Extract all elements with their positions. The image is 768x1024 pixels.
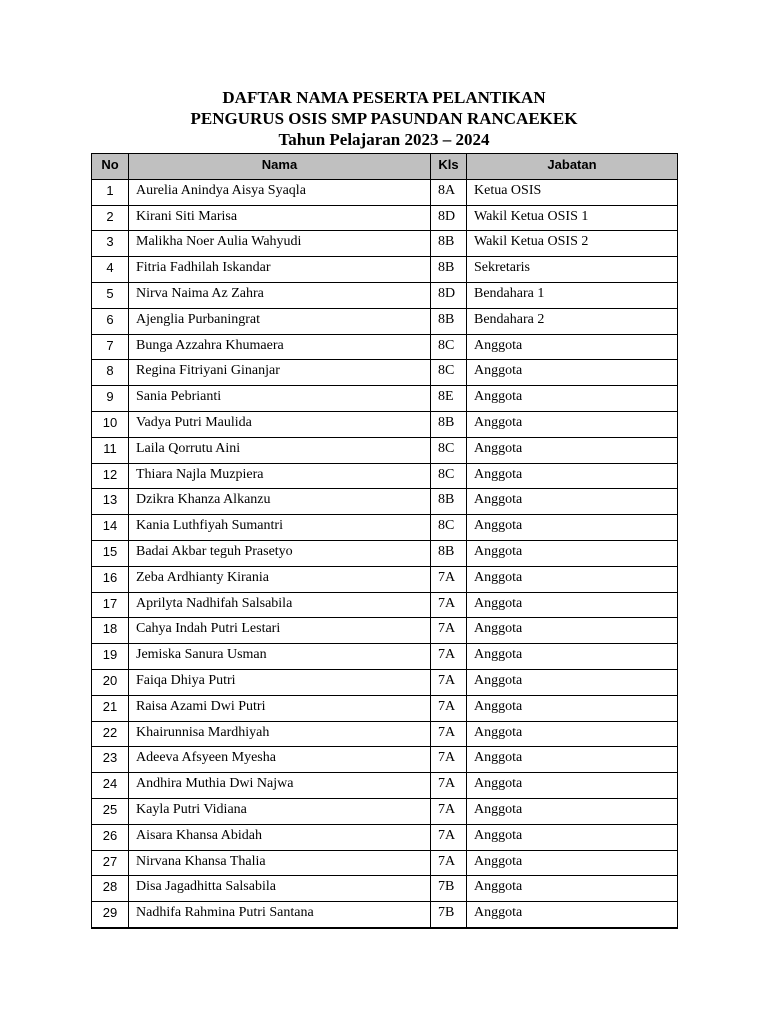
cell-kls: 8B — [431, 489, 467, 515]
cell-nama: Ajenglia Purbaningrat — [129, 308, 431, 334]
table-row — [92, 721, 678, 747]
table-row — [92, 231, 678, 257]
cell-nama: Nadhifa Rahmina Putri Santana — [129, 902, 431, 928]
table-row — [92, 437, 678, 463]
document-title — [0, 87, 768, 150]
cell-kls: 8C — [431, 360, 467, 386]
cell-no: 6 — [92, 308, 129, 334]
table-row — [92, 282, 678, 308]
cell-jabatan: Anggota — [467, 644, 678, 670]
cell-no: 26 — [92, 824, 129, 850]
cell-no: 14 — [92, 515, 129, 541]
table-row — [92, 334, 678, 360]
table-row — [92, 644, 678, 670]
table-row — [92, 308, 678, 334]
cell-jabatan: Anggota — [467, 798, 678, 824]
cell-no: 15 — [92, 540, 129, 566]
header-jabatan: Jabatan — [467, 154, 678, 180]
cell-nama: Aisara Khansa Abidah — [129, 824, 431, 850]
cell-nama: Kirani Siti Marisa — [129, 205, 431, 231]
table-row — [92, 773, 678, 799]
cell-nama: Kayla Putri Vidiana — [129, 798, 431, 824]
cell-kls: 7A — [431, 747, 467, 773]
table-row — [92, 669, 678, 695]
cell-kls: 7A — [431, 773, 467, 799]
cell-kls: 7A — [431, 669, 467, 695]
cell-no: 9 — [92, 386, 129, 412]
title-line-3: Tahun Pelajaran 2023 – 2024 — [278, 130, 490, 149]
cell-kls: 8D — [431, 205, 467, 231]
table-body — [92, 179, 678, 928]
table-row — [92, 695, 678, 721]
header-nama: Nama — [129, 154, 431, 180]
cell-kls: 8D — [431, 282, 467, 308]
cell-jabatan: Anggota — [467, 850, 678, 876]
cell-kls: 8B — [431, 411, 467, 437]
cell-jabatan: Sekretaris — [467, 257, 678, 283]
cell-kls: 7A — [431, 850, 467, 876]
cell-kls: 7A — [431, 798, 467, 824]
cell-jabatan: Bendahara 2 — [467, 308, 678, 334]
table-row — [92, 850, 678, 876]
cell-nama: Fitria Fadhilah Iskandar — [129, 257, 431, 283]
cell-kls: 7A — [431, 592, 467, 618]
cell-no: 23 — [92, 747, 129, 773]
cell-nama: Bunga Azzahra Khumaera — [129, 334, 431, 360]
cell-jabatan: Anggota — [467, 463, 678, 489]
cell-kls: 8B — [431, 308, 467, 334]
cell-kls: 7A — [431, 566, 467, 592]
cell-jabatan: Anggota — [467, 902, 678, 928]
cell-no: 1 — [92, 179, 129, 205]
cell-nama: Regina Fitriyani Ginanjar — [129, 360, 431, 386]
cell-jabatan: Bendahara 1 — [467, 282, 678, 308]
cell-kls: 7B — [431, 876, 467, 902]
table-row — [92, 411, 678, 437]
cell-nama: Dzikra Khanza Alkanzu — [129, 489, 431, 515]
cell-jabatan: Anggota — [467, 876, 678, 902]
cell-jabatan: Anggota — [467, 747, 678, 773]
cell-jabatan: Anggota — [467, 360, 678, 386]
table-row — [92, 205, 678, 231]
cell-nama: Kania Luthfiyah Sumantri — [129, 515, 431, 541]
cell-nama: Badai Akbar teguh Prasetyo — [129, 540, 431, 566]
cell-nama: Nirvana Khansa Thalia — [129, 850, 431, 876]
cell-nama: Disa Jagadhitta Salsabila — [129, 876, 431, 902]
cell-kls: 8C — [431, 515, 467, 541]
cell-jabatan: Anggota — [467, 566, 678, 592]
cell-kls: 8C — [431, 334, 467, 360]
cell-jabatan: Anggota — [467, 386, 678, 412]
cell-jabatan: Anggota — [467, 437, 678, 463]
cell-kls: 8C — [431, 463, 467, 489]
table-row — [92, 515, 678, 541]
cell-no: 5 — [92, 282, 129, 308]
participant-table — [91, 153, 678, 929]
cell-no: 25 — [92, 798, 129, 824]
cell-kls: 8B — [431, 540, 467, 566]
cell-jabatan: Anggota — [467, 618, 678, 644]
table-row — [92, 360, 678, 386]
cell-nama: Adeeva Afsyeen Myesha — [129, 747, 431, 773]
table-row — [92, 179, 678, 205]
cell-nama: Nirva Naima Az Zahra — [129, 282, 431, 308]
cell-no: 29 — [92, 902, 129, 928]
cell-jabatan: Anggota — [467, 669, 678, 695]
cell-nama: Zeba Ardhianty Kirania — [129, 566, 431, 592]
table-row — [92, 489, 678, 515]
table-row — [92, 618, 678, 644]
cell-jabatan: Wakil Ketua OSIS 1 — [467, 205, 678, 231]
header-no: No — [92, 154, 129, 180]
cell-nama: Raisa Azami Dwi Putri — [129, 695, 431, 721]
cell-no: 2 — [92, 205, 129, 231]
cell-kls: 8B — [431, 257, 467, 283]
cell-jabatan: Anggota — [467, 695, 678, 721]
cell-kls: 8C — [431, 437, 467, 463]
table-row — [92, 824, 678, 850]
cell-no: 7 — [92, 334, 129, 360]
cell-nama: Thiara Najla Muzpiera — [129, 463, 431, 489]
cell-kls: 7B — [431, 902, 467, 928]
cell-no: 4 — [92, 257, 129, 283]
cell-kls: 7A — [431, 824, 467, 850]
cell-no: 24 — [92, 773, 129, 799]
cell-jabatan: Anggota — [467, 721, 678, 747]
cell-nama: Andhira Muthia Dwi Najwa — [129, 773, 431, 799]
cell-no: 8 — [92, 360, 129, 386]
table-row — [92, 540, 678, 566]
header-kls: Kls — [431, 154, 467, 180]
table-row — [92, 798, 678, 824]
cell-nama: Faiqa Dhiya Putri — [129, 669, 431, 695]
cell-nama: Vadya Putri Maulida — [129, 411, 431, 437]
table-row — [92, 463, 678, 489]
cell-jabatan: Anggota — [467, 773, 678, 799]
cell-jabatan: Anggota — [467, 592, 678, 618]
cell-jabatan: Ketua OSIS — [467, 179, 678, 205]
cell-no: 19 — [92, 644, 129, 670]
cell-jabatan: Anggota — [467, 334, 678, 360]
cell-nama: Jemiska Sanura Usman — [129, 644, 431, 670]
cell-kls: 7A — [431, 695, 467, 721]
cell-no: 28 — [92, 876, 129, 902]
cell-jabatan: Anggota — [467, 515, 678, 541]
cell-jabatan: Anggota — [467, 540, 678, 566]
table-row — [92, 257, 678, 283]
cell-jabatan: Anggota — [467, 411, 678, 437]
table-row — [92, 566, 678, 592]
table-row — [92, 747, 678, 773]
cell-no: 12 — [92, 463, 129, 489]
cell-no: 10 — [92, 411, 129, 437]
cell-nama: Aurelia Anindya Aisya Syaqla — [129, 179, 431, 205]
cell-jabatan: Wakil Ketua OSIS 2 — [467, 231, 678, 257]
table-row — [92, 876, 678, 902]
cell-nama: Khairunnisa Mardhiyah — [129, 721, 431, 747]
cell-no: 16 — [92, 566, 129, 592]
cell-no: 17 — [92, 592, 129, 618]
table-header-row — [92, 154, 678, 180]
cell-kls: 7A — [431, 644, 467, 670]
cell-nama: Laila Qorrutu Aini — [129, 437, 431, 463]
cell-jabatan: Anggota — [467, 824, 678, 850]
title-line-1: DAFTAR NAMA PESERTA PELANTIKAN — [222, 88, 546, 107]
cell-kls: 8A — [431, 179, 467, 205]
table-row — [92, 592, 678, 618]
cell-nama: Sania Pebrianti — [129, 386, 431, 412]
cell-no: 18 — [92, 618, 129, 644]
title-line-2: PENGURUS OSIS SMP PASUNDAN RANCAEKEK — [190, 109, 578, 128]
cell-nama: Cahya Indah Putri Lestari — [129, 618, 431, 644]
table-row — [92, 902, 678, 928]
cell-kls: 7A — [431, 721, 467, 747]
cell-no: 11 — [92, 437, 129, 463]
cell-no: 3 — [92, 231, 129, 257]
cell-kls: 8B — [431, 231, 467, 257]
cell-kls: 7A — [431, 618, 467, 644]
cell-kls: 8E — [431, 386, 467, 412]
cell-nama: Malikha Noer Aulia Wahyudi — [129, 231, 431, 257]
cell-no: 22 — [92, 721, 129, 747]
cell-no: 21 — [92, 695, 129, 721]
cell-jabatan: Anggota — [467, 489, 678, 515]
cell-nama: Aprilyta Nadhifah Salsabila — [129, 592, 431, 618]
cell-no: 20 — [92, 669, 129, 695]
cell-no: 13 — [92, 489, 129, 515]
cell-no: 27 — [92, 850, 129, 876]
table-row — [92, 386, 678, 412]
